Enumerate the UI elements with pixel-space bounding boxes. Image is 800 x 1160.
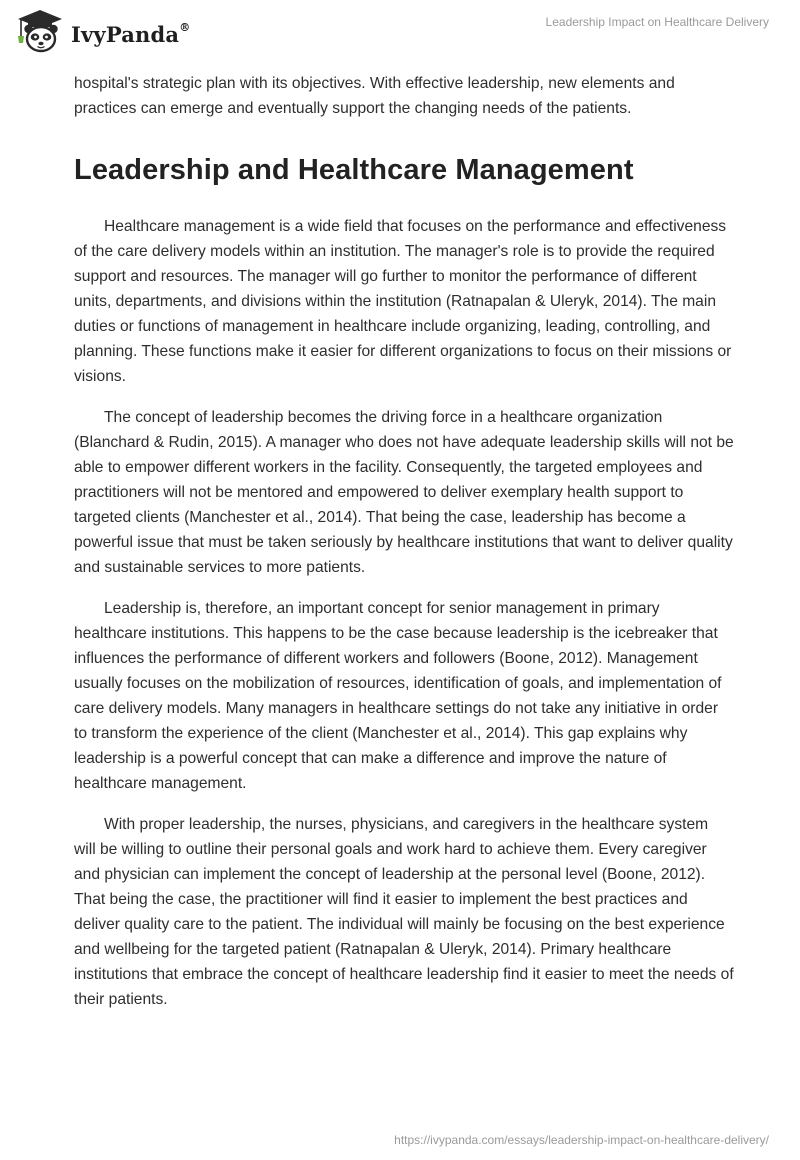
registered-mark: ® [179, 20, 191, 34]
page-header [0, 0, 800, 70]
brand-name [71, 22, 190, 47]
section-heading: Leadership and Healthcare Management [74, 154, 634, 186]
document-title: Leadership Impact on Healthcare Delivery [545, 15, 769, 29]
body-paragraph: Healthcare management is a wide field that focuses on the performance and effectiveness of the care delivery models within an institution. The manager's role is to provide the required support and resources. The manager will go further to monitor the performance of different units, departments, and divisions within the institution (Ratnapalan & Uleryk, 2014). The main duties or functions of management in healthcare include organizing, leading, controlling, and planning. These functions make it easier for different organizations to focus on their missions or visions. [74, 218, 732, 385]
ivypanda-logo[interactable] [15, 8, 190, 54]
essay-content [74, 71, 734, 1028]
intro-paragraph: hospital's strategic plan with its objectives. With effective leadership, new elements and practices can emerge and eventually support the changing needs of the patients. [74, 75, 675, 117]
source-url[interactable]: https://ivypanda.com/essays/leadership-impact-on-healthcare-delivery/ [394, 1133, 769, 1147]
body-paragraph: Leadership is, therefore, an important concept for senior management in primary healthcare institutions. This happens to be the case because leadership is the icebreaker that influences the performance of different workers and followers (Boone, 2012). Management usually focuses on the mobilization of resources, identification of goals, and implementation of care delivery models. Many managers in healthcare settings do not take any initiative in order to transform the experience of the client (Manchester et al., 2014). This gap explains why leadership is a powerful concept that can make a difference and improve the nature of healthcare management. [74, 600, 722, 792]
brand-name-text: IvyPanda [71, 21, 180, 47]
body-paragraph: With proper leadership, the nurses, physicians, and caregivers in the healthcare system will be willing to outline their personal goals and work hard to achieve them. Every caregiver and physician can implement the concept of leadership at the personal level (Boone, 2012). That being the case, the practitioner will find it easier to implement the best practices and deliver quality care to the patient. The individual will mainly be focusing on the best experience and wellbeing for the targeted patient (Ratnapalan & Uleryk, 2014). Primary healthcare institutions that embrace the concept of healthcare leadership find it easier to meet the needs of their patients. [74, 816, 734, 1008]
body-paragraph: The concept of leadership becomes the driving force in a healthcare organization (Blanchard & Rudin, 2015). A manager who does not have adequate leadership skills will not be able to empower different workers in the facility. Consequently, the targeted employees and practitioners will not be mentored and empowered to deliver exemplary health support to targeted clients (Manchester et al., 2014). That being the case, leadership has become a powerful issue that must be taken seriously by healthcare institutions that want to deliver quality and sustainable services to more patients. [74, 409, 734, 576]
panda-graduation-cap-icon [15, 8, 65, 54]
